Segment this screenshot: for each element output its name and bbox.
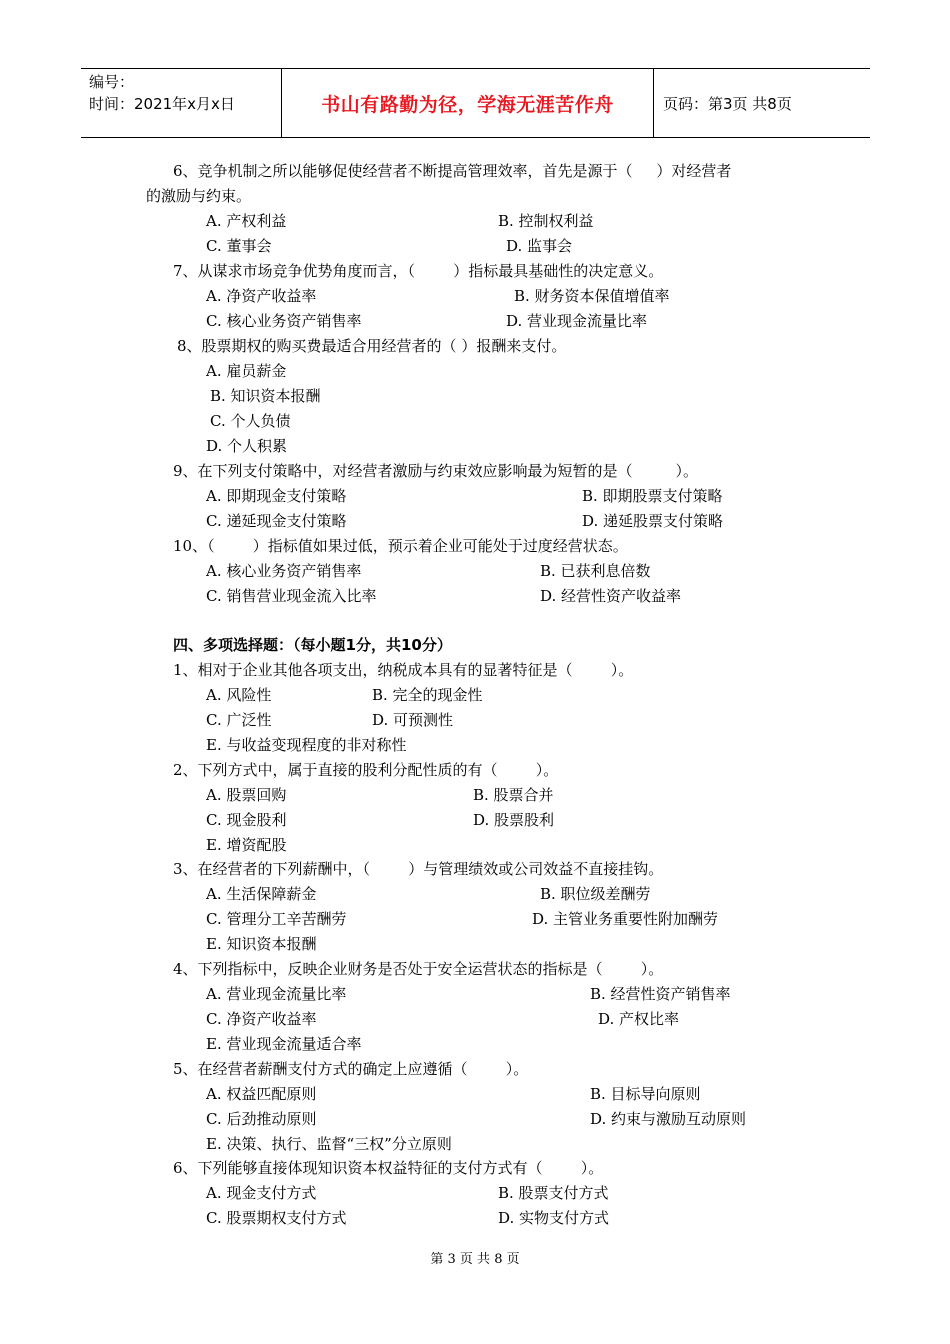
option-text: E. 知识资本报酬	[206, 935, 317, 953]
option-text: E. 增资配股	[206, 836, 287, 854]
option-text: B. 股票支付方式	[498, 1184, 609, 1202]
question-8-text: 8、股票期权的购买费最适合用经营者的（ ）报酬来支付。	[177, 337, 567, 355]
option-text: A. 营业现金流量比率	[206, 985, 347, 1003]
mc-question-1-text: 1、相对于企业其他各项支出，纳税成本具有的显著特征是（ ）。	[173, 661, 634, 679]
option-text: B. 完全的现金性	[372, 686, 483, 704]
option-text: B. 经营性资产销售率	[590, 985, 731, 1003]
mc-question-5-text: 5、在经营者薪酬支付方式的确定上应遵循（ ）。	[173, 1060, 529, 1078]
question-7-text: 7、从谋求市场竞争优势角度而言，（ ）指标最具基础性的决定意义。	[173, 262, 664, 280]
mc-question-2-text: 2、下列方式中，属于直接的股利分配性质的有（ ）。	[173, 761, 559, 779]
option-text: C. 销售营业现金流入比率	[206, 587, 377, 605]
mc-question-6-text: 6、下列能够直接体现知识资本权益特征的支付方式有（ ）。	[173, 1159, 604, 1177]
option-text: A. 雇员薪金	[206, 362, 287, 380]
header-page-number: 页码：第3页 共8页	[663, 94, 792, 113]
option-text: B. 即期股票支付策略	[582, 487, 723, 505]
option-text: B. 股票合并	[473, 786, 554, 804]
option-text: A. 净资产收益率	[206, 287, 317, 305]
option-text: A. 即期现金支付策略	[206, 487, 347, 505]
option-text: D. 主管业务重要性附加酬劳	[532, 910, 719, 928]
option-text: D. 营业现金流量比率	[506, 312, 648, 330]
option-text: E. 营业现金流量适合率	[206, 1035, 362, 1053]
option-text: C. 递延现金支付策略	[206, 512, 347, 530]
option-text: C. 后劲推动原则	[206, 1110, 317, 1128]
document-date: 时间：2021年x月x日	[89, 95, 235, 113]
option-text: A. 现金支付方式	[206, 1184, 317, 1202]
question-9-text: 9、在下列支付策略中，对经营者激励与约束效应影响最为短暂的是（ ）。	[173, 462, 698, 480]
option-text: D. 递延股票支付策略	[582, 512, 724, 530]
document-number: 编号：	[89, 73, 135, 91]
option-text: D. 产权比率	[598, 1010, 680, 1028]
option-text: D. 监事会	[506, 237, 573, 255]
header-motto: 书山有路勤为径，学海无涯苦作舟	[282, 69, 654, 137]
option-text: A. 风险性	[206, 686, 272, 704]
page-footer: 第 3 页 共 8 页	[430, 1252, 520, 1267]
option-text: A. 核心业务资产销售率	[206, 562, 362, 580]
option-text: B. 目标导向原则	[590, 1085, 701, 1103]
header-info-cell	[81, 69, 282, 137]
question-6-text: 6、竞争机制之所以能够促使经营者不断提高管理效率，首先是源于（ ）对经营者	[173, 162, 732, 180]
option-text: D. 经营性资产收益率	[540, 587, 682, 605]
mc-question-4-text: 4、下列指标中，反映企业财务是否处于安全运营状态的指标是（ ）。	[173, 960, 664, 978]
option-text: C. 现金股利	[206, 811, 287, 829]
question-10-text: 10、（ ）指标值如果过低，预示着企业可能处于过度经营状态。	[173, 537, 628, 555]
option-text: C. 管理分工辛苦酬劳	[206, 910, 347, 928]
option-text: E. 决策、执行、监督“三权”分立原则	[206, 1135, 452, 1153]
option-text: B. 财务资本保值增值率	[514, 287, 670, 305]
option-text: C. 股票期权支付方式	[206, 1209, 347, 1227]
option-text: A. 权益匹配原则	[206, 1085, 317, 1103]
option-text: D. 可预测性	[372, 711, 454, 729]
page-header	[81, 68, 870, 138]
question-6-text-cont: 的激励与约束。	[146, 187, 252, 205]
option-text: C. 核心业务资产销售率	[206, 312, 362, 330]
mc-question-3-text: 3、在经营者的下列薪酬中，（ ）与管理绩效或公司效益不直接挂钩。	[173, 860, 664, 878]
option-text: C. 广泛性	[206, 711, 272, 729]
option-text: C. 净资产收益率	[206, 1010, 317, 1028]
option-text: D. 个人积累	[206, 437, 288, 455]
option-text: B. 已获利息倍数	[540, 562, 651, 580]
option-text: A. 生活保障薪金	[206, 885, 317, 903]
option-text: D. 实物支付方式	[498, 1209, 610, 1227]
option-text: B. 职位级差酬劳	[540, 885, 651, 903]
option-text: D. 约束与激励互动原则	[590, 1110, 747, 1128]
option-text: D. 股票股利	[473, 811, 555, 829]
option-text: A. 股票回购	[206, 786, 287, 804]
option-text: C. 个人负债	[210, 412, 291, 430]
section-4-heading: 四、多项选择题：（每小题1分，共10分）	[173, 636, 452, 654]
option-text: E. 与收益变现程度的非对称性	[206, 736, 407, 754]
option-text: B. 知识资本报酬	[210, 387, 321, 405]
option-text: B. 控制权利益	[498, 212, 594, 230]
option-text: A. 产权利益	[206, 212, 287, 230]
option-text: C. 董事会	[206, 237, 272, 255]
